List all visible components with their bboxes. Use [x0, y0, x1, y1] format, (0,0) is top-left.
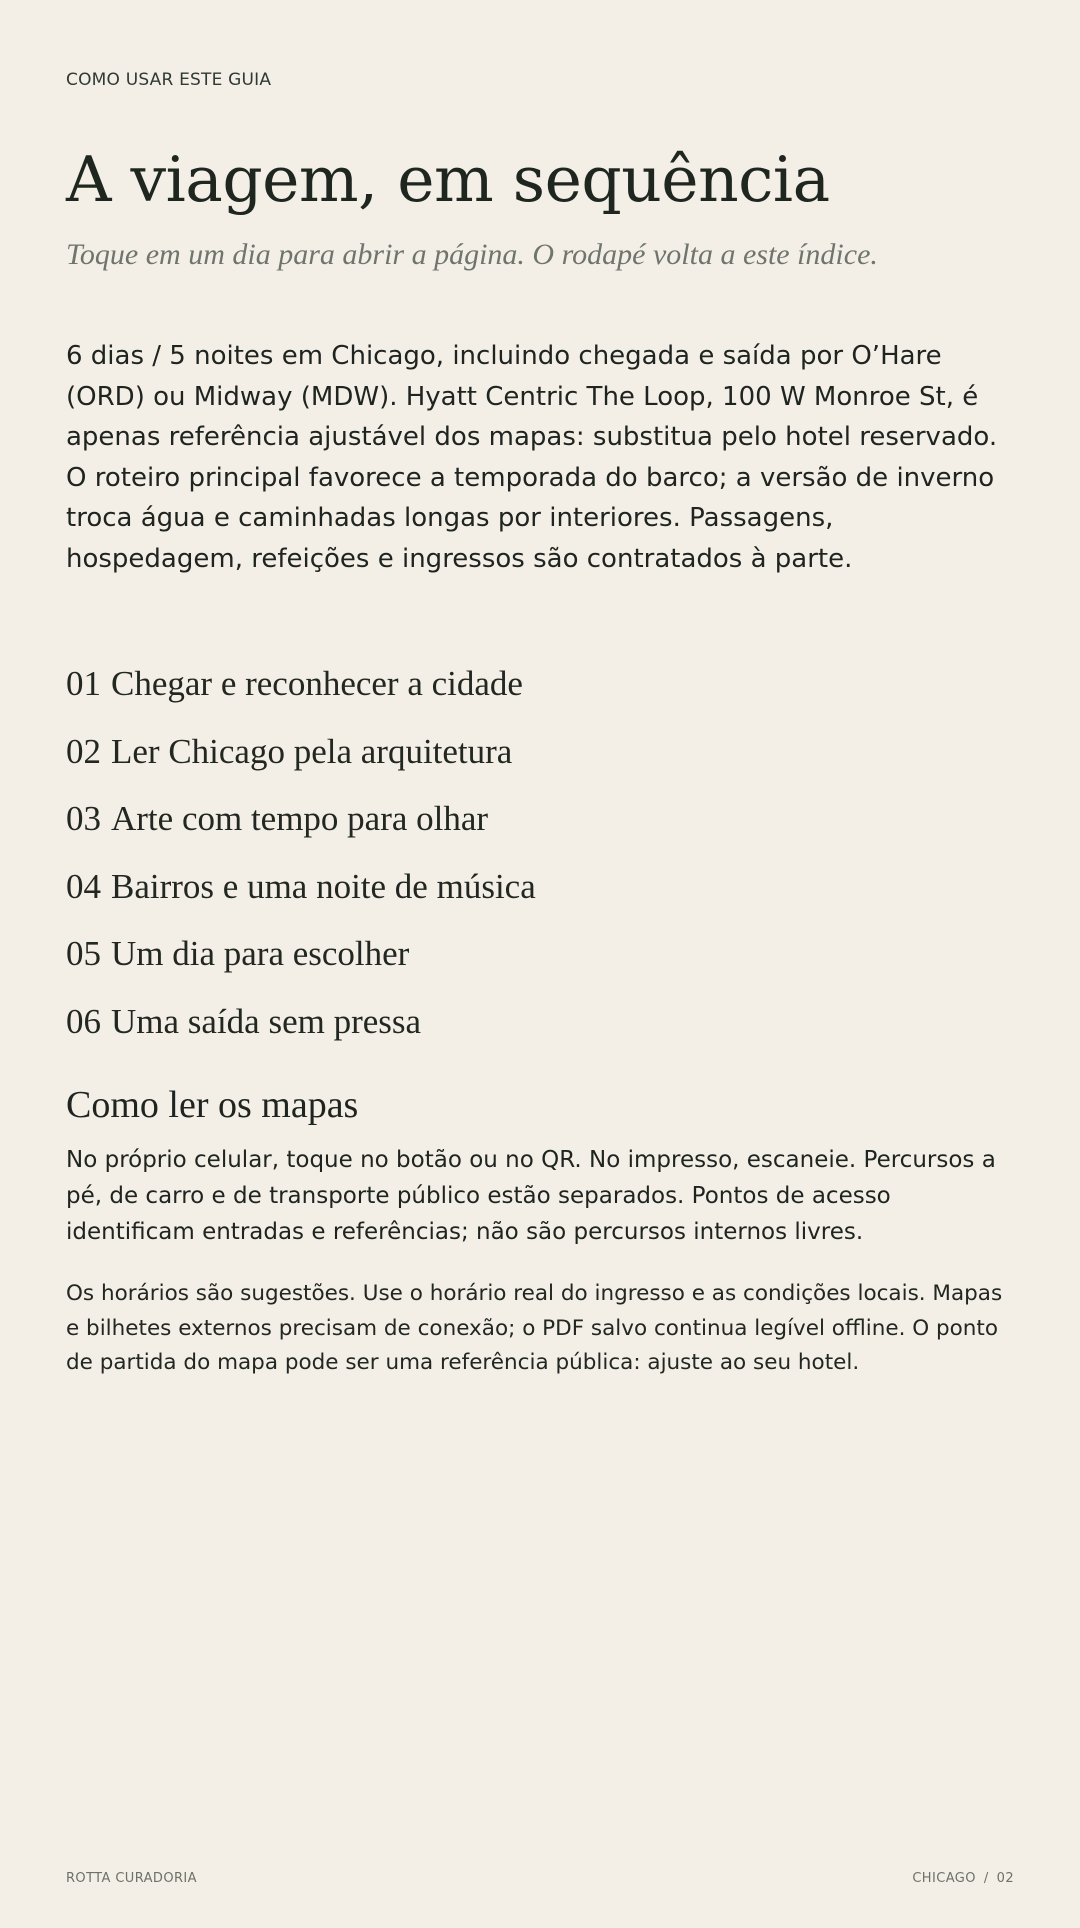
day-link-03[interactable]: [66, 785, 536, 853]
day-number: 05: [66, 934, 101, 973]
maps-paragraph-1: No próprio celular, toque no botão ou no QR. No impresso, escaneie. Percursos a pé, de carro e de transporte público estão separados. Pontos de acesso identificam entradas e referências; não são percursos internos livres.: [66, 1147, 996, 1245]
day-number: 02: [66, 731, 101, 771]
day-link-05[interactable]: [66, 920, 536, 988]
footer-city: CHICAGO: [912, 1871, 976, 1886]
footer-brand: ROTTA CURADORIA: [66, 1871, 197, 1886]
day-number: 04: [66, 866, 101, 906]
day-number: 06: [66, 1001, 101, 1041]
footer-page-info[interactable]: [912, 1871, 1014, 1886]
page-title: A viagem, em sequência: [66, 143, 830, 216]
day-title: Chegar e reconhecer a cidade: [111, 664, 523, 703]
footer-page-number: 02: [996, 1871, 1014, 1886]
maps-section-title: Como ler os mapas: [66, 1084, 359, 1126]
day-title: Uma saída sem pressa: [111, 1001, 422, 1041]
guide-page: [66, 0, 1014, 1928]
maps-paragraph-2: Os horários são sugestões. Use o horário real do ingresso e as condições locais. Mapas e bilhetes externos precisam de conexão; o PDF salvo continua legível offline. O ponto de partida do mapa pode ser uma referência pública: ajuste ao seu hotel.: [66, 1281, 1003, 1375]
day-title: Ler Chicago pela arquitetura: [111, 731, 513, 771]
day-number: 03: [66, 799, 101, 838]
day-number: 01: [66, 664, 101, 703]
day-title: Arte com tempo para olhar: [111, 799, 489, 838]
day-title: Bairros e uma noite de música: [111, 866, 536, 906]
page-subtitle: Toque em um dia para abrir a página. O rodapé volta a este índice.: [66, 238, 878, 271]
day-link-01[interactable]: [66, 650, 536, 718]
section-eyebrow: COMO USAR ESTE GUIA: [66, 70, 272, 90]
day-title: Um dia para escolher: [111, 934, 410, 973]
day-link-02[interactable]: [66, 718, 536, 786]
day-link-06[interactable]: [66, 988, 536, 1056]
intro-paragraph: 6 dias / 5 noites em Chicago, incluindo chegada e saída por O’Hare (ORD) ou Midway (MDW). Hyatt Centric The Loop, 100 W Monroe St, é apenas referência ajustável dos mapas: substitua pelo hotel reservado. O roteiro principal favorece a temporada do barco; a versão de inverno troca água e caminhadas longas por interiores. Passagens, hospedagem, refeições e ingressos são contratados à parte.: [66, 341, 998, 574]
day-link-04[interactable]: [66, 853, 536, 921]
day-index-list: [66, 650, 536, 1055]
footer-separator: /: [983, 1871, 989, 1886]
